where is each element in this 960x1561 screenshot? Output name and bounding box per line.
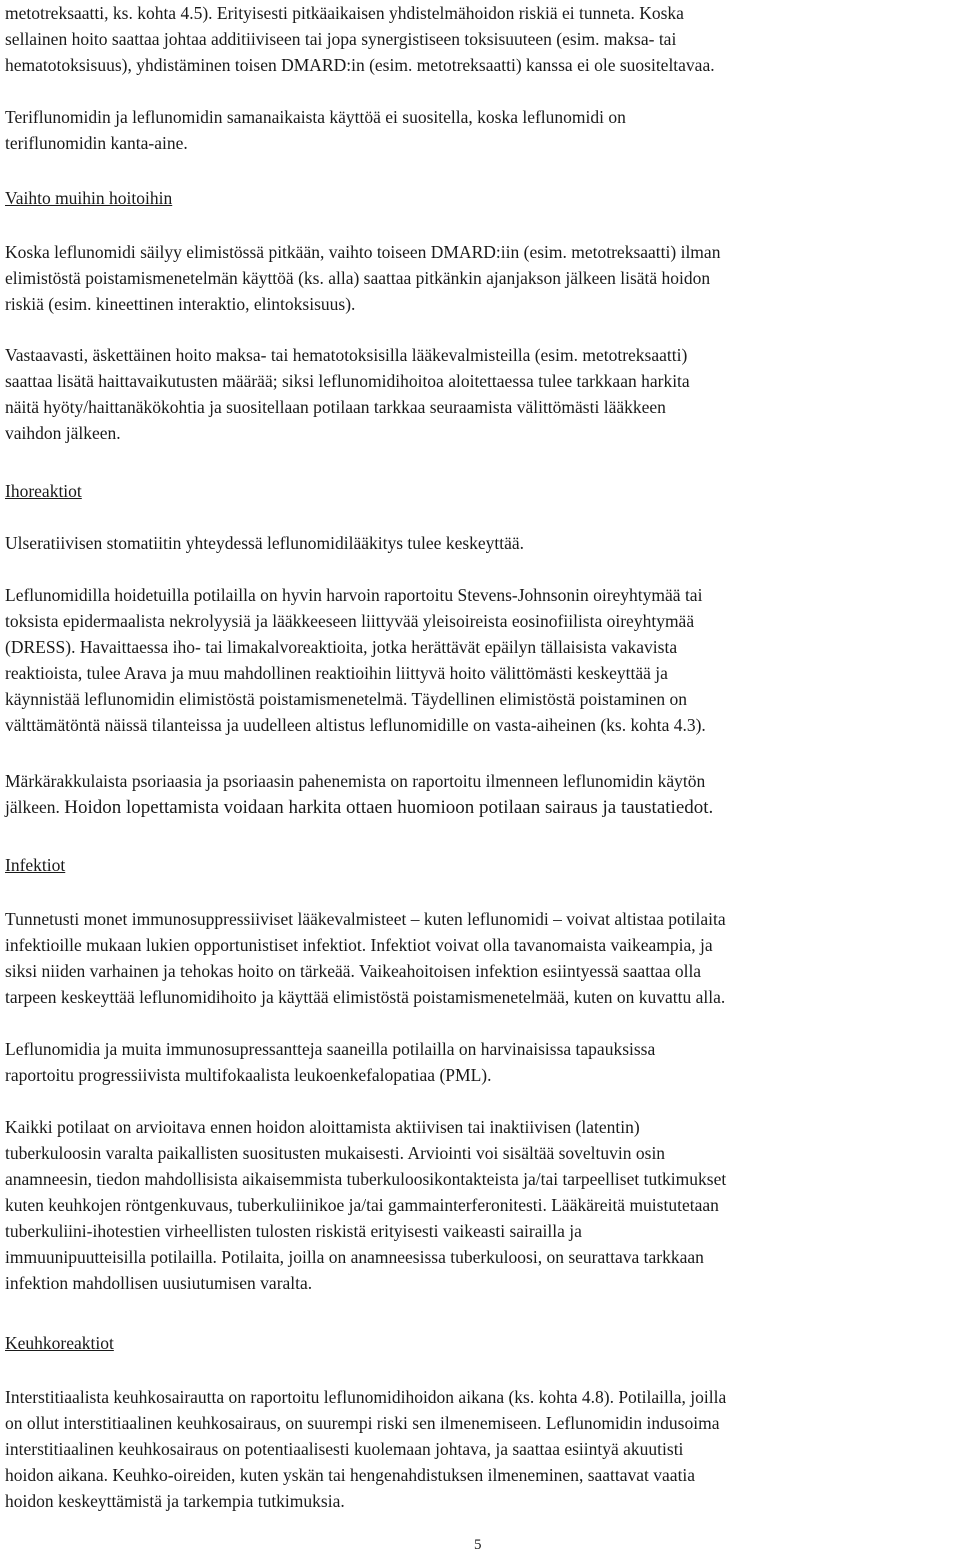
text-segment: Teriflunomidin ja leflunomidin samanaikaista käyttöä ei suositella, koska leflunomidi on	[5, 107, 626, 127]
page-number: 5	[474, 1537, 482, 1553]
text-line	[5, 26, 676, 52]
text-line	[5, 265, 710, 291]
text-line	[5, 368, 690, 394]
text-line	[5, 1218, 582, 1244]
text-segment: anamneesin, tiedon mahdollisista aikaisemmista tuberkuloosikontakteista ja/tai tarpeelliset tutkimukset	[5, 1169, 727, 1189]
section-heading	[5, 1330, 114, 1356]
text-segment: Ihoreaktiot	[5, 481, 82, 501]
text-line	[5, 1410, 719, 1436]
text-line	[5, 0, 684, 26]
text-segment: raportoitu progressiivista multifokaalista leukoenkefalopatiaa (PML).	[5, 1065, 492, 1085]
text-segment: riskiä (esim. kineettinen interaktio, elintoksisuus).	[5, 294, 356, 314]
text-segment: Leflunomidia ja muita immunosupressantteja saaneilla potilailla on harvinaisissa tapauksissa	[5, 1039, 656, 1059]
text-segment: toksista epidermaalista nekrolyysiä ja lääkkeeseen liittyvää yleisoireista eosinofiilista oireyhtymää	[5, 611, 695, 631]
text-segment: Hoidon lopettamista voidaan harkita ottaen huomioon potilaan sairaus ja taustatiedot.	[64, 797, 714, 818]
text-segment: infektion mahdollisen uusiutumisen varalta.	[5, 1273, 313, 1293]
text-line	[5, 1384, 726, 1410]
text-segment: Keuhkoreaktiot	[5, 1333, 114, 1353]
text-segment: tarpeen keskeyttää leflunomidihoito ja käyttää elimistöstä poistamismenetelmää, kuten on kuvattu alla.	[5, 987, 726, 1007]
text-segment: reaktioista, tulee Arava ja muu mahdollinen reaktioihin liittyvä hoito välittömästi keskeyttää ja	[5, 663, 668, 683]
text-segment: metotreksaatti, ks. kohta 4.5). Erityisesti pitkäaikaisen yhdistelmähoidon riskiä ei tunneta. Koska	[5, 3, 684, 23]
text-segment: Ulseratiivisen stomatiitin yhteydessä leflunomidilääkitys tulee keskeyttää.	[5, 533, 525, 553]
text-line	[5, 104, 626, 130]
text-line	[5, 1062, 491, 1088]
text-line	[5, 394, 666, 420]
text-segment: Koska leflunomidi säilyy elimistössä pitkään, vaihto toiseen DMARD:iin (esim. metotreksaatti) ilman	[5, 242, 721, 262]
text-line	[5, 1166, 726, 1192]
text-segment: vaihdon jälkeen.	[5, 423, 121, 443]
text-line	[5, 1114, 640, 1140]
text-segment: Leflunomidilla hoidetuilla potilailla on hyvin harvoin raportoitu Stevens-Johnsonin oireyhtymää tai	[5, 585, 703, 605]
text-segment: hematotoksisuus), yhdistäminen toisen DMARD:in (esim. metotreksaatti) kanssa ei ole suositeltavaa.	[5, 55, 715, 75]
text-line	[5, 342, 687, 368]
text-segment: Märkärakkulaista psoriaasia ja psoriaasin pahenemista on raportoitu ilmenneen leflunomidin käytön	[5, 771, 706, 791]
text-segment: Infektiot	[5, 855, 66, 875]
text-segment: infektioille mukaan lukien opportunistiset infektiot. Infektiot voivat olla tavanomaista vaikeampia, ja	[5, 935, 713, 955]
text-segment: Vaihto muihin hoitoihin	[5, 188, 173, 208]
text-line	[5, 130, 188, 156]
text-line	[5, 958, 701, 984]
text-line	[5, 768, 705, 794]
text-segment: teriflunomidin kanta-aine.	[5, 133, 188, 153]
text-segment: Tunnetusti monet immunosuppressiiviset lääkevalmisteet – kuten leflunomidi – voivat altistaa potilaita	[5, 909, 726, 929]
text-line	[5, 1036, 655, 1062]
text-segment: sellainen hoito saattaa johtaa additiiviseen tai jopa synergistiseen toksisuuteen (esim. maksa- tai	[5, 29, 677, 49]
text-line	[5, 712, 706, 738]
section-heading	[5, 185, 172, 211]
text-line	[5, 420, 121, 446]
text-segment: (DRESS). Havaittaessa iho- tai limakalvoreaktioita, jotka herättävät epäilyn tällaisista vakavista	[5, 637, 678, 657]
text-segment: käynnistää leflunomidin elimistöstä poistamismenetelmä. Täydellinen elimistöstä poistaminen on	[5, 689, 688, 709]
text-line	[5, 582, 702, 608]
text-line	[5, 932, 713, 958]
text-line	[5, 1192, 719, 1218]
text-line	[5, 660, 668, 686]
text-segment: saattaa lisätä haittavaikutusten määrää; siksi leflunomidihoitoa aloitettaessa tulee tarkkaan harkita	[5, 371, 690, 391]
text-segment: on ollut interstitiaalinen keuhkosairaus, on suurempi riski sen ilmenemiseen. Leflunomidin indusoima	[5, 1413, 720, 1433]
text-segment: siksi niiden varhainen ja tehokas hoito on tärkeää. Vaikeahoitoisen infektion esiintyessä saattaa olla	[5, 961, 702, 981]
text-line	[5, 1270, 312, 1296]
text-line	[5, 1462, 695, 1488]
text-line	[5, 608, 694, 634]
text-segment: tuberkuloosin varalta paikallisten suositusten mukaisesti. Arviointi voi sisältää soveltuvin osin	[5, 1143, 666, 1163]
text-segment: interstitiaalinen keuhkosairaus on potentiaalisesti kuolemaan johtava, ja saattaa esiintyä akuutisti	[5, 1439, 684, 1459]
text-line	[5, 239, 720, 265]
text-line	[5, 686, 687, 712]
text-segment: Kaikki potilaat on arvioitava ennen hoidon aloittamista aktiivisen tai inaktiivisen (latentin)	[5, 1117, 640, 1137]
text-line	[5, 794, 713, 821]
text-segment: tuberkuliini-ihotestien virheellisten tulosten riskistä erityisesti vaikeasti sairailla ja	[5, 1221, 582, 1241]
text-line	[5, 1436, 683, 1462]
text-line	[5, 1244, 704, 1270]
text-line	[5, 291, 355, 317]
text-line	[5, 984, 725, 1010]
text-segment: elimistöstä poistamismenetelmän käyttöä (ks. alla) saattaa pitkänkin ajanjakson jälkeen lisätä hoidon	[5, 268, 711, 288]
text-segment: immuunipuutteisilla potilailla. Potilaita, joilla on anamneesissa tuberkuloosi, on seurattava tarkkaan	[5, 1247, 704, 1267]
section-heading	[5, 478, 82, 504]
text-segment: Interstitiaalista keuhkosairautta on raportoitu leflunomidihoidon aikana (ks. kohta 4.8). Potilailla, joilla	[5, 1387, 727, 1407]
text-line	[5, 1140, 665, 1166]
text-segment: hoidon keskeyttämistä ja tarkempia tutkimuksia.	[5, 1491, 345, 1511]
text-segment: jälkeen.	[5, 797, 65, 817]
text-line	[5, 52, 715, 78]
text-line	[5, 634, 677, 660]
text-segment: näitä hyöty/haittanäkökohtia ja suositellaan potilaan tarkkaa seuraamista välittömästi lääkkeen	[5, 397, 666, 417]
text-segment: Vastaavasti, äskettäinen hoito maksa- tai hematotoksisilla lääkevalmisteilla (esim. metotreksaatti)	[5, 345, 688, 365]
text-segment: hoidon aikana. Keuhko-oireiden, kuten yskän tai hengenahdistuksen ilmeneminen, saattavat vaatia	[5, 1465, 696, 1485]
text-line	[5, 906, 726, 932]
text-segment: kuten keuhkojen röntgenkuvaus, tuberkuliinikoe ja/tai gammainterferonitesti. Lääkäreitä muistutetaan	[5, 1195, 719, 1215]
text-line	[5, 530, 524, 556]
text-line	[5, 1488, 345, 1514]
section-heading	[5, 852, 65, 878]
text-segment: välttämätöntä näissä tilanteissa ja uudelleen altistus leflunomidille on vasta-aiheinen (ks. kohta 4.3).	[5, 715, 706, 735]
